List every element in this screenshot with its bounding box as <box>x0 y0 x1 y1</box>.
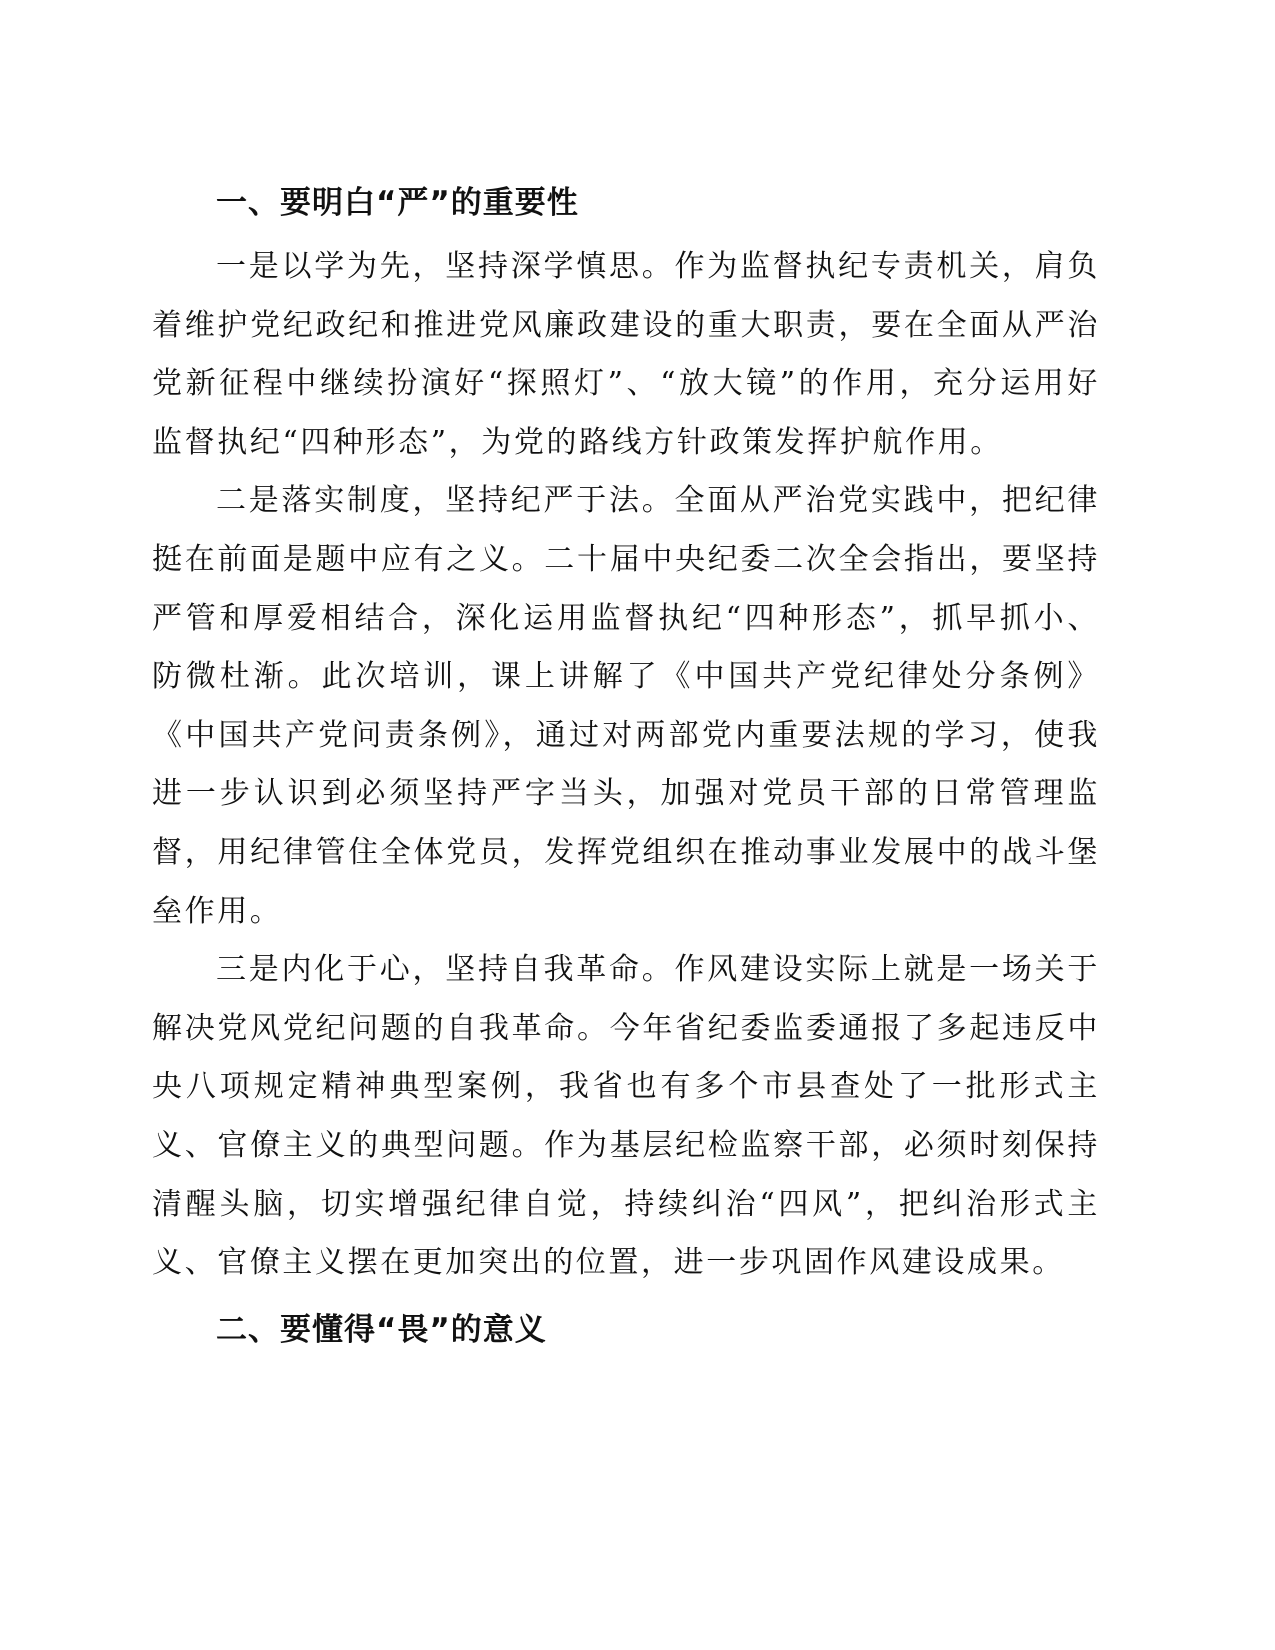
document-body <box>152 180 1100 1354</box>
section-heading-2: 二、要懂得“畏”的意义 <box>216 1311 547 1348</box>
section-heading-1: 一、要明白“严”的重要性 <box>216 185 579 221</box>
paragraph-2: 二是落实制度，坚持纪严于法。全面从严治党实践中，把纪律挺在前面是题中应有之义。二十届中央纪委二次全会指出，要坚持严管和厚爱相结合，深化运用监督执纪“四种形态”，抓早抓小、防微杜渐。此次培训，课上讲解了《中国共产党纪律处分条例》《中国共产党问责条例》，通过对两部党内重要法规的学习，使我进一步认识到必须坚持严字当头，加强对党员干部的日常管理监督，用纪律管住全体党员，发挥党组织在推动事业发展中的战斗堡垒作用。 <box>152 483 1100 929</box>
paragraph-3: 三是内化于心，坚持自我革命。作风建设实际上就是一场关于解决党风党纪问题的自我革命。今年省纪委监委通报了多起违反中央八项规定精神典型案例，我省也有多个市县查处了一批形式主义、官僚主义的典型问题。作为基层纪检监察干部，必须时刻保持清醒头脑，切实增强纪律自觉，持续纠治“四风”，把纠治形式主义、官僚主义摆在更加突出的位置，进一步巩固作风建设成果。 <box>152 952 1100 1281</box>
paragraph-1: 一是以学为先，坚持深学慎思。作为监督执纪专责机关，肩负着维护党纪政纪和推进党风廉政建设的重大职责，要在全面从严治党新征程中继续扮演好“探照灯”、“放大镜”的作用，充分运用好监督执纪“四种形态”，为党的路线方针政策发挥护航作用。 <box>152 249 1100 460</box>
